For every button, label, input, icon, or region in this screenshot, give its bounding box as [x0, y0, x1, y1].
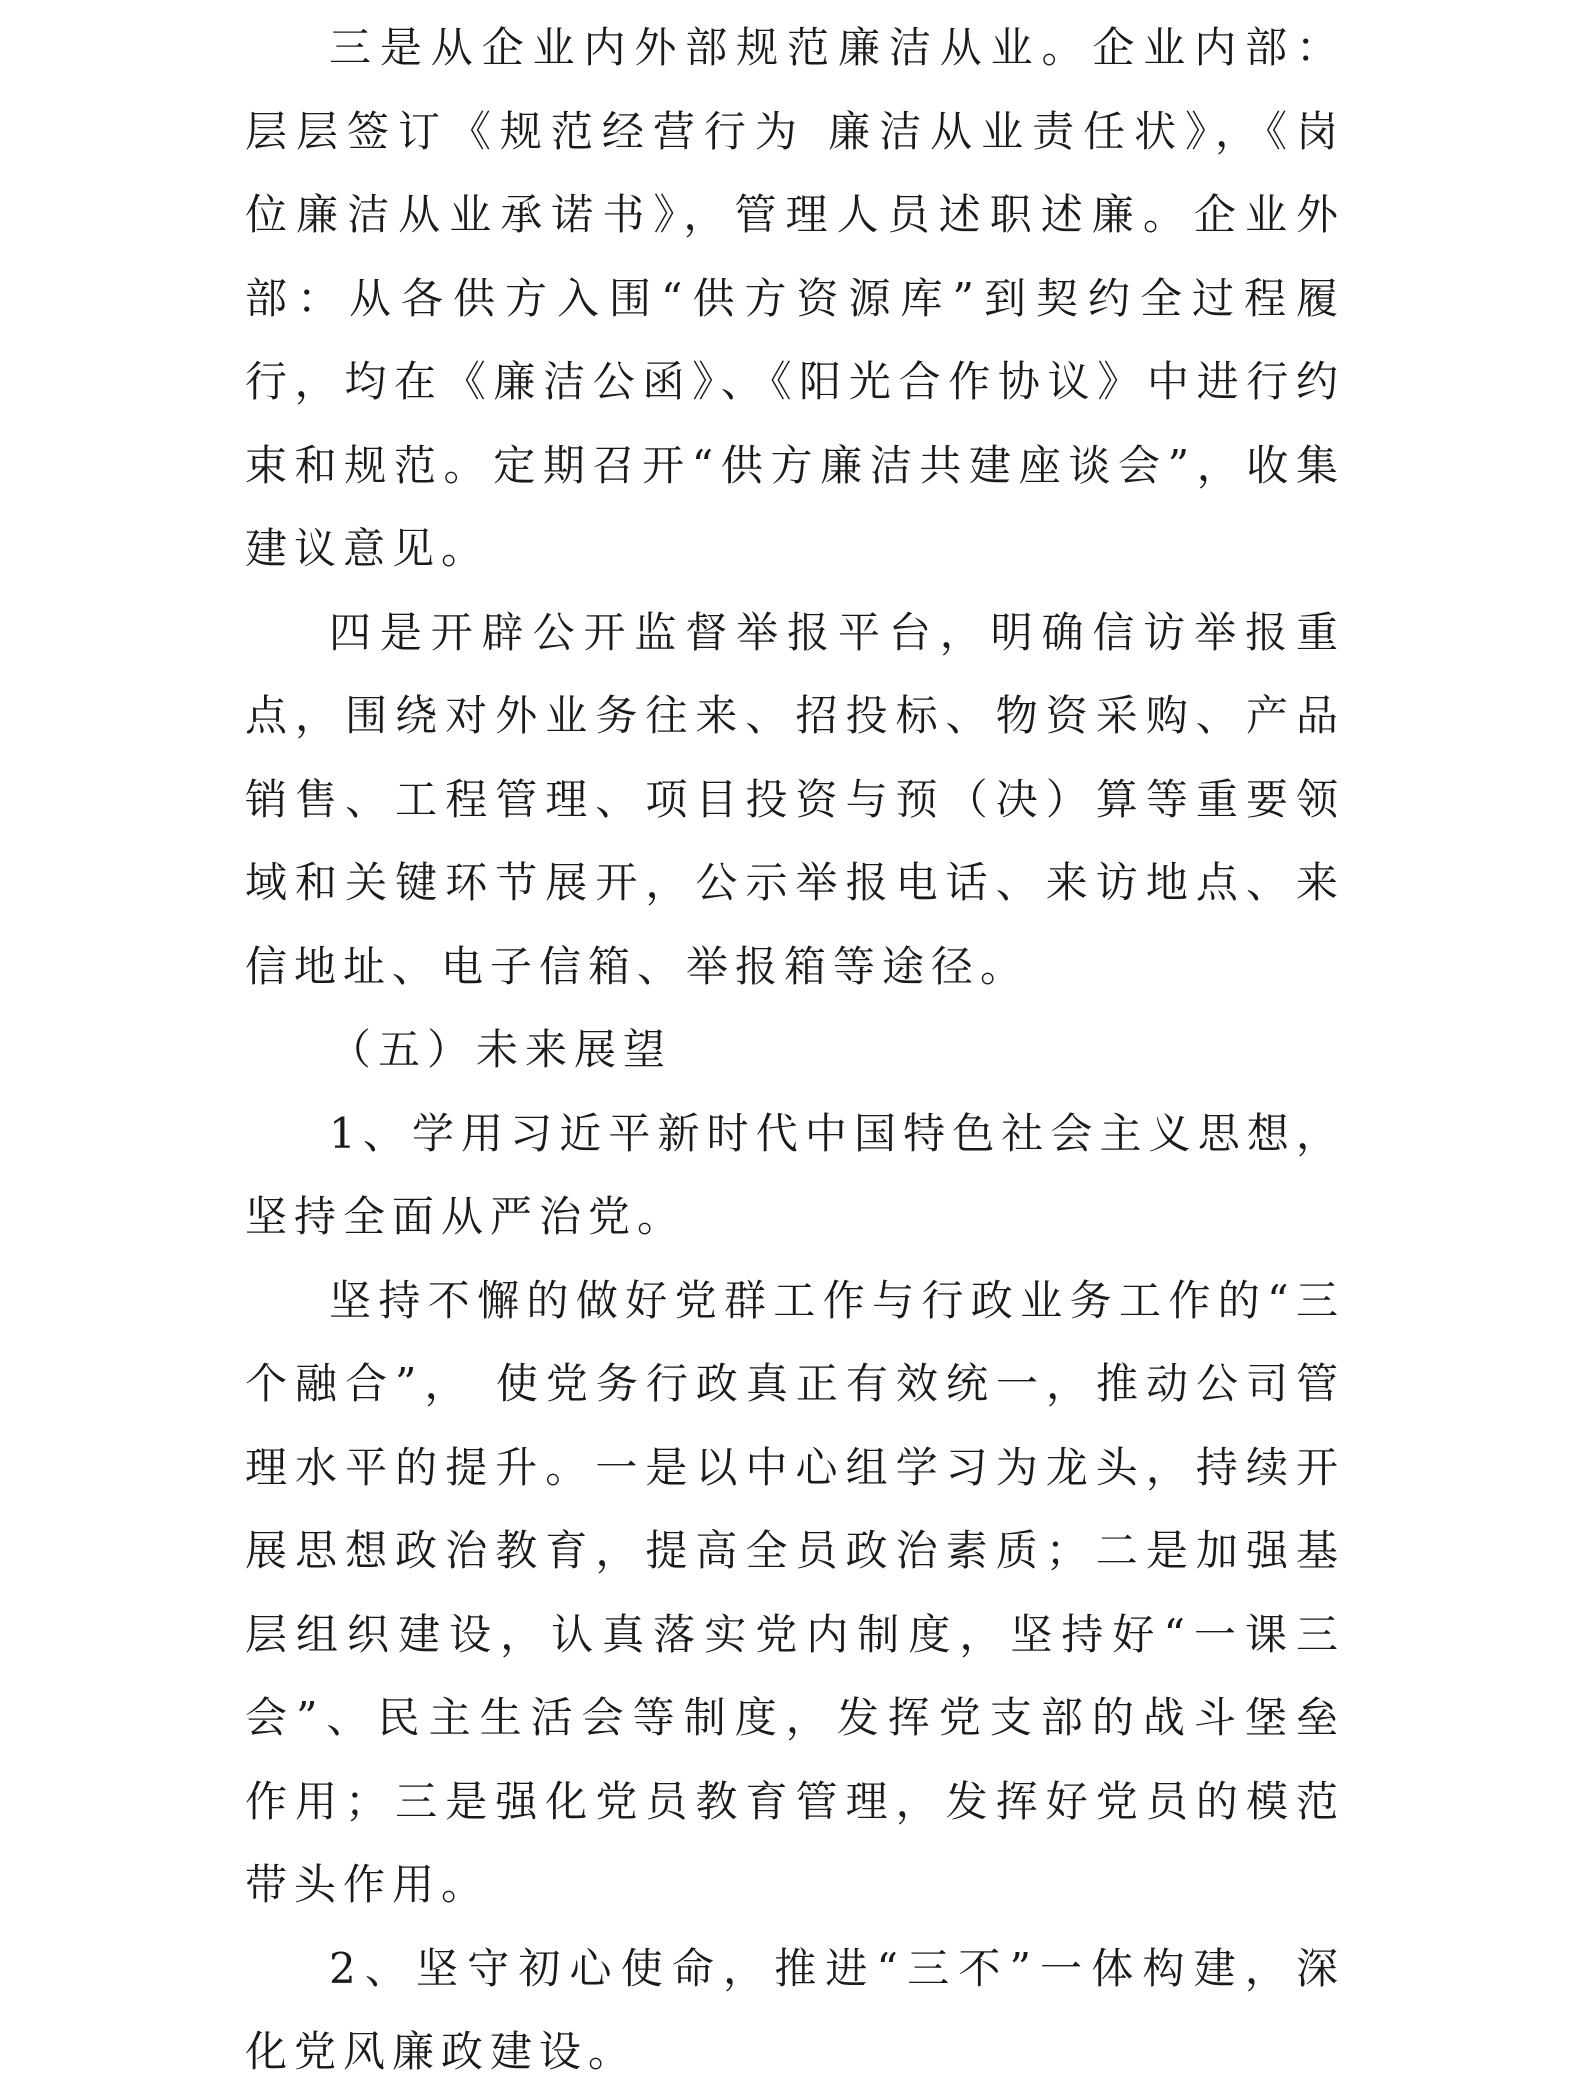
document-page	[245, 6, 1345, 2094]
paragraph-three-integrations: 坚持不懈的做好党群工作与行政业务工作的“三个融合”， 使党务行政真正有效统一，推动公司管理水平的提升。一是以中心组学习为龙头，持续开展思想政治教育，提高全员政治素质；二是加强基层组织建设，认真落实党内制度，坚持好“一课三会”、民主生活会等制度，发挥党支部的战斗堡垒作用；三是强化党员教育管理，发挥好党员的模范带头作用。	[245, 1275, 1345, 1909]
section-heading-outlook: （五）未来展望	[329, 1025, 673, 1074]
paragraph-item-1-heading: 1、学用习近平新时代中国特色社会主义思想，坚持全面从严治党。	[245, 1108, 1345, 1241]
paragraph-item-2-heading: 2、坚守初心使命，推进“三不”一体构建，深化党风廉政建设。	[245, 1943, 1345, 2076]
paragraph-integrity-practice: 三是从企业内外部规范廉洁从业。企业内部：层层签订《规范经营行为 廉洁从业责任状》，《岗位廉洁从业承诺书》，管理人员述职述廉。企业外部：从各供方入围“供方资源库”到契约全过程履行，均在《廉洁公函》、《阳光合作协议》中进行约束和规范。定期召开“供方廉洁共建座谈会”，收集建议意见。	[245, 23, 1345, 573]
paragraph-reporting-platform: 四是开辟公开监督举报平台，明确信访举报重点，围绕对外业务往来、招投标、物资采购、产品销售、工程管理、项目投资与预（决）算等重要领域和关键环节展开，公示举报电话、来访地点、来信地址、电子信箱、举报箱等途径。	[245, 607, 1345, 991]
